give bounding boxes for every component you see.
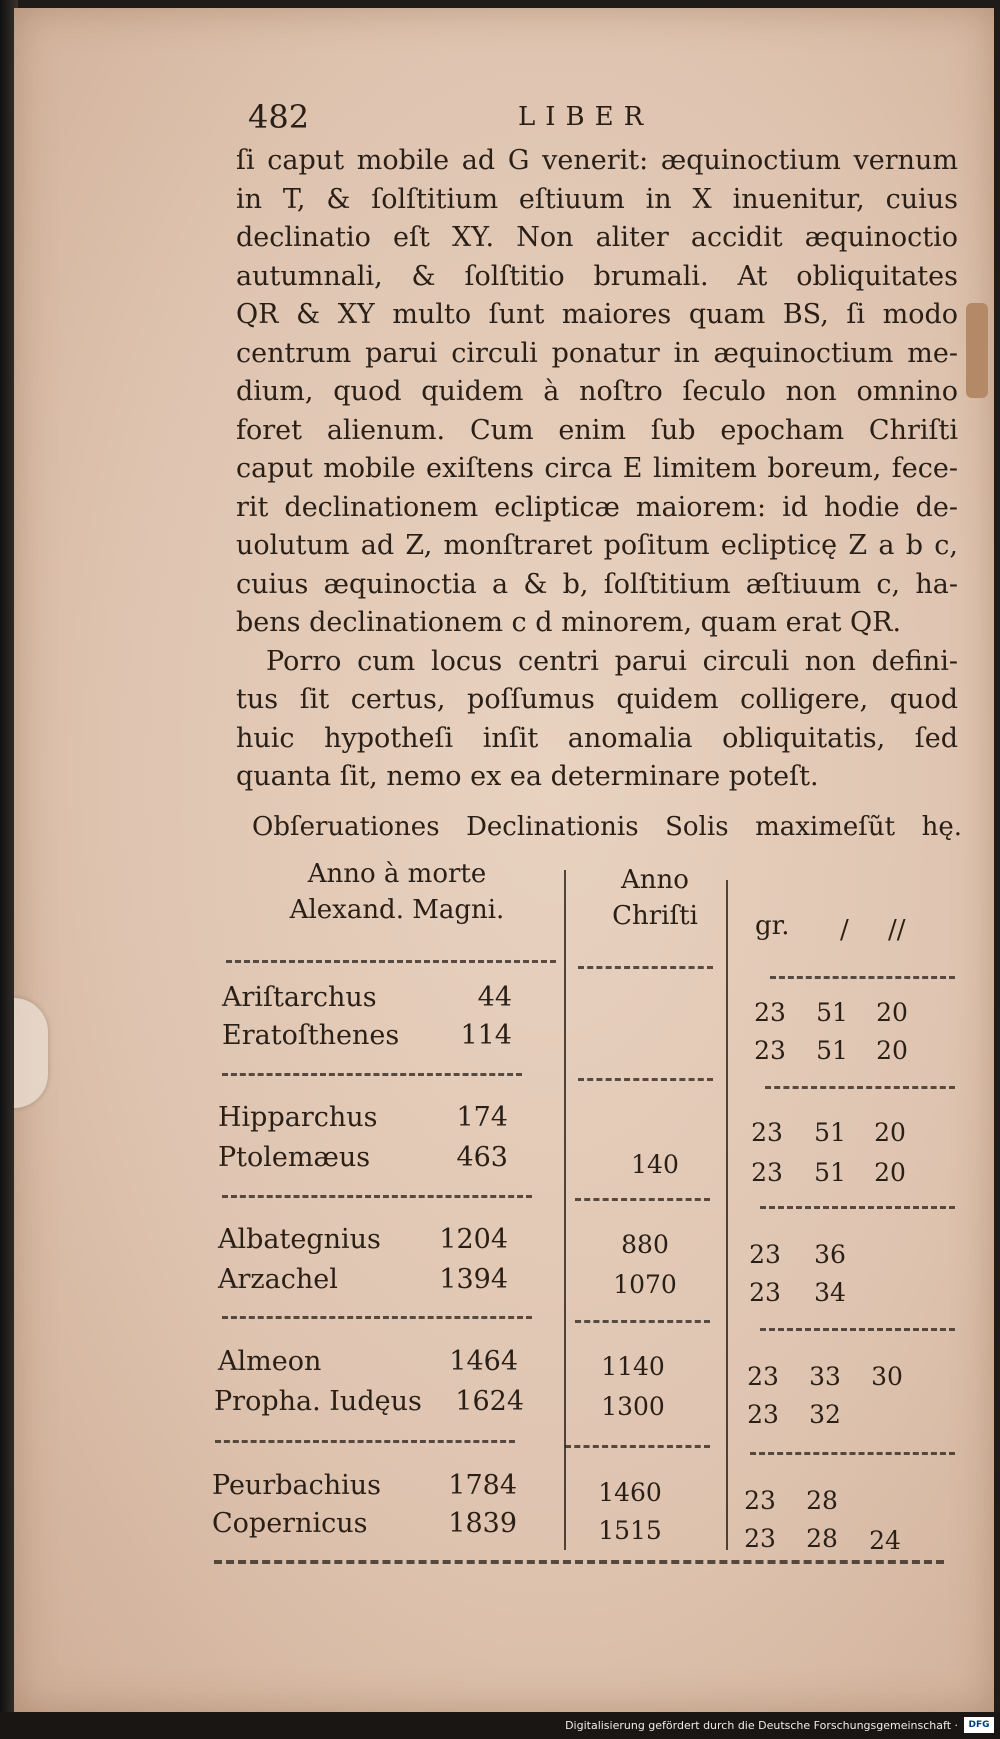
col-header-christ <box>590 862 720 934</box>
astronomer-name: Arzachel <box>218 1264 338 1295</box>
year-alexander: 1839 <box>448 1508 517 1539</box>
body-line: in T, & ſolſtitium eſtiuum in X inuenitur, cuius <box>236 183 958 215</box>
astronomer-name: Peurbachius <box>212 1470 382 1501</box>
minutes-value: 28 <box>806 1486 838 1515</box>
digitization-footer <box>0 1712 1000 1739</box>
row-rule <box>222 1316 532 1319</box>
year-alexander: 174 <box>456 1102 508 1133</box>
page-tab-marker <box>966 303 988 398</box>
col-header-line: Chriſti <box>612 901 698 931</box>
body-line: declinatio eſt XY. Non aliter accidit æquinoctio <box>236 222 958 253</box>
row-rule <box>770 976 955 979</box>
year-alexander: 1784 <box>448 1470 517 1501</box>
row-rule <box>226 960 556 963</box>
minutes-value: 34 <box>814 1278 846 1307</box>
page-clip <box>14 998 48 1108</box>
astronomer-name: Propha. Iudęus <box>214 1386 422 1417</box>
degrees-value: 23 <box>744 1486 776 1515</box>
minutes-value: 36 <box>814 1240 846 1269</box>
col-header-minutes: / <box>840 915 849 945</box>
year-alexander: 44 <box>477 982 512 1013</box>
body-text <box>236 142 958 797</box>
body-line: centrum parui circuli ponatur in æquinoctium me- <box>236 337 958 369</box>
row-rule <box>222 1195 532 1198</box>
row-rule <box>750 1452 955 1455</box>
minutes-value: 32 <box>809 1400 841 1429</box>
row-rule <box>578 1078 713 1081</box>
row-rule <box>760 1328 955 1331</box>
col-header-degrees: gr. <box>755 911 790 941</box>
col-header-seconds: // <box>888 915 906 945</box>
body-line: quanta ſit, nemo ex ea determinare poteſt. <box>236 761 819 792</box>
body-line: uolutum ad Z, monſtraret poſitum eclipticę Z a b c, <box>236 530 958 561</box>
col-header-line: Anno <box>621 865 689 895</box>
minutes-value: 51 <box>814 1158 846 1187</box>
degrees-value: 23 <box>744 1524 776 1553</box>
dfg-logo: DFG <box>964 1717 994 1733</box>
year-alexander: 1464 <box>449 1346 518 1377</box>
body-line: Porro cum locus centri parui circuli non defini- <box>266 645 958 677</box>
year-christ: 1460 <box>598 1478 662 1507</box>
row-rule <box>578 966 713 969</box>
astronomer-name: Copernicus <box>212 1508 368 1539</box>
body-line: ſi caput mobile ad G venerit: æquinoctium vernum <box>236 145 958 176</box>
page-header <box>248 98 938 148</box>
minutes-value: 28 <box>806 1524 838 1553</box>
body-line: tus ſit certus, poſſumus quidem colligere, quod <box>236 684 958 715</box>
table-caption: Obſeruationes Declinationis Solis maximeſũt hę. <box>252 812 962 842</box>
degrees-value: 23 <box>749 1240 781 1269</box>
body-line: huic hypotheſi inſit anomalia obliquitatis, ſed <box>236 722 958 754</box>
degrees-value: 23 <box>747 1362 779 1391</box>
astronomer-name: Almeon <box>218 1346 322 1377</box>
running-title: LIBER <box>518 102 654 132</box>
year-christ: 1140 <box>601 1352 665 1381</box>
row-rule <box>575 1198 710 1201</box>
year-alexander: 463 <box>456 1142 508 1173</box>
row-rule <box>575 1320 710 1323</box>
col-header-alexander <box>272 856 522 928</box>
year-christ: 880 <box>621 1230 669 1259</box>
page-number: 482 <box>248 98 310 136</box>
seconds-value: 20 <box>874 1158 906 1187</box>
minutes-value: 33 <box>809 1362 841 1391</box>
degrees-value: 23 <box>747 1400 779 1429</box>
astronomer-name: Ptolemæus <box>218 1142 371 1173</box>
row-rule <box>760 1206 955 1209</box>
body-line: QR & XY multo ſunt maiores quam BS, ſi modo <box>236 299 958 330</box>
body-line: dium, quod quidem à noſtro ſeculo non omnino <box>236 376 958 407</box>
body-line: rit declinationem eclipticæ maiorem: id hodie de- <box>236 491 958 523</box>
row-rule <box>215 1440 515 1443</box>
row-rule <box>765 1086 955 1089</box>
astronomer-name: Eratoſthenes <box>222 1020 400 1051</box>
degrees-value: 23 <box>754 998 786 1027</box>
body-line: caput mobile exiſtens circa E limitem boreum, fece- <box>236 453 958 484</box>
table-bottom-rule <box>214 1560 944 1564</box>
year-alexander: 1624 <box>455 1386 524 1417</box>
minutes-value: 51 <box>816 998 848 1027</box>
degrees-value: 23 <box>751 1118 783 1147</box>
year-alexander: 114 <box>460 1020 512 1051</box>
seconds-value: 24 <box>869 1526 901 1555</box>
year-alexander: 1394 <box>439 1264 508 1295</box>
digitization-credit: Digitalisierung gefördert durch die Deutsche Forschungsgemeinschaft · <box>565 1719 958 1732</box>
degrees-value: 23 <box>754 1036 786 1065</box>
body-line: cuius æquinoctia a & b, ſolſtitium æſtiuum c, ha- <box>236 568 958 600</box>
seconds-value: 20 <box>876 998 908 1027</box>
astronomer-name: Albategnius <box>218 1224 381 1255</box>
column-rule <box>726 880 728 1550</box>
column-rule <box>564 870 566 1550</box>
body-line: foret alienum. Cum enim ſub epocham Chriſti <box>236 414 958 446</box>
year-christ: 1300 <box>601 1392 665 1421</box>
minutes-value: 51 <box>816 1036 848 1065</box>
row-rule <box>222 1073 522 1076</box>
year-christ: 140 <box>631 1150 679 1179</box>
row-rule <box>565 1445 710 1448</box>
seconds-value: 20 <box>876 1036 908 1065</box>
seconds-value: 30 <box>871 1362 903 1391</box>
seconds-value: 20 <box>874 1118 906 1147</box>
year-christ: 1515 <box>598 1516 662 1545</box>
astronomer-name: Ariſtarchus <box>222 982 377 1013</box>
col-header-line: Anno à morte <box>307 859 487 889</box>
body-line: bens declinationem c d minorem, quam erat QR. <box>236 607 902 638</box>
degrees-value: 23 <box>749 1278 781 1307</box>
col-header-line: Alexand. Magni. <box>289 895 505 925</box>
year-alexander: 1204 <box>439 1224 508 1255</box>
minutes-value: 51 <box>814 1118 846 1147</box>
year-christ: 1070 <box>613 1270 677 1299</box>
astronomer-name: Hipparchus <box>218 1102 378 1133</box>
body-line: autumnali, & ſolſtitio brumali. At obliquitates <box>236 260 958 292</box>
degrees-value: 23 <box>751 1158 783 1187</box>
